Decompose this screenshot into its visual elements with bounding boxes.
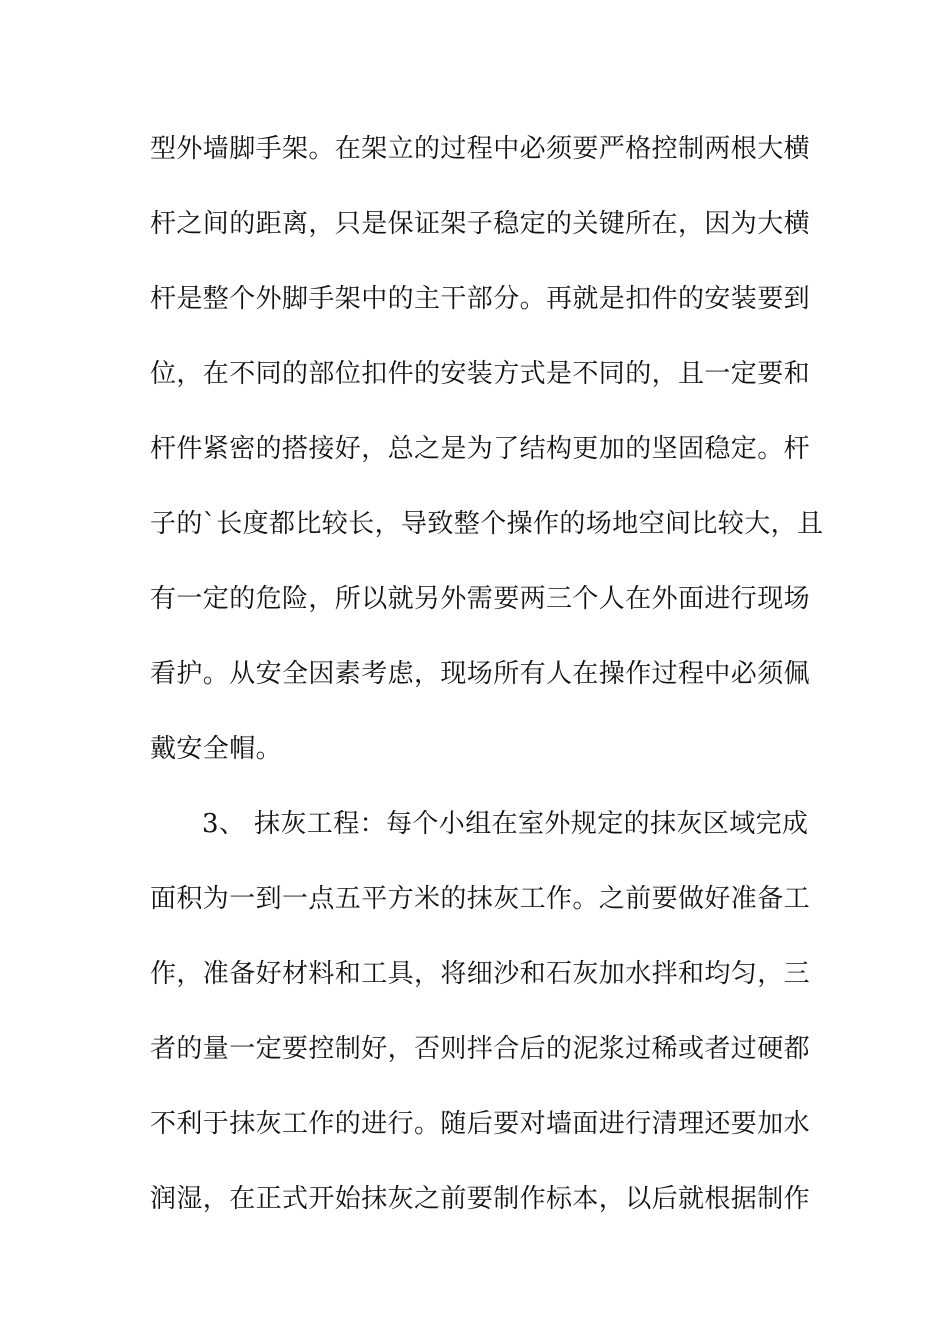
text-line-heading: 3、 抹灰工程：每个小组在室外规定的抹灰区域完成 <box>202 809 809 839</box>
text-line: 面积为一到一点五平方米的抹灰工作。之前要做好准备工 <box>150 884 811 914</box>
text-line: 有一定的危险，所以就另外需要两三个人在外面进行现场 <box>150 584 811 614</box>
text-line: 型外墙脚手架。在架立的过程中必须要严格控制两根大横 <box>150 134 811 164</box>
text-line: 润湿，在正式开始抹灰之前要制作标本，以后就根据制作 <box>150 1184 811 1214</box>
text-line: 杆件紧密的搭接好，总之是为了结构更加的坚固稳定。杆 <box>150 434 811 464</box>
text-line: 杆之间的距离，只是保证架子稳定的关键所在，因为大横 <box>150 209 811 239</box>
text-line: 作，准备好材料和工具，将细沙和石灰加水拌和均匀，三 <box>150 959 811 989</box>
text-line: 子的`长度都比较长，导致整个操作的场地空间比较大，且 <box>150 509 824 539</box>
text-line: 位，在不同的部位扣件的安装方式是不同的，且一定要和 <box>150 359 811 389</box>
text-line: 不利于抹灰工作的进行。随后要对墙面进行清理还要加水 <box>150 1109 811 1139</box>
text-line: 戴安全帽。 <box>150 734 283 764</box>
text-line: 者的量一定要控制好，否则拌合后的泥浆过稀或者过硬都 <box>150 1034 811 1064</box>
text-line: 看护。从安全因素考虑，现场所有人在操作过程中必须佩 <box>150 659 811 689</box>
text-line: 杆是整个外脚手架中的主干部分。再就是扣件的安装要到 <box>150 284 811 314</box>
